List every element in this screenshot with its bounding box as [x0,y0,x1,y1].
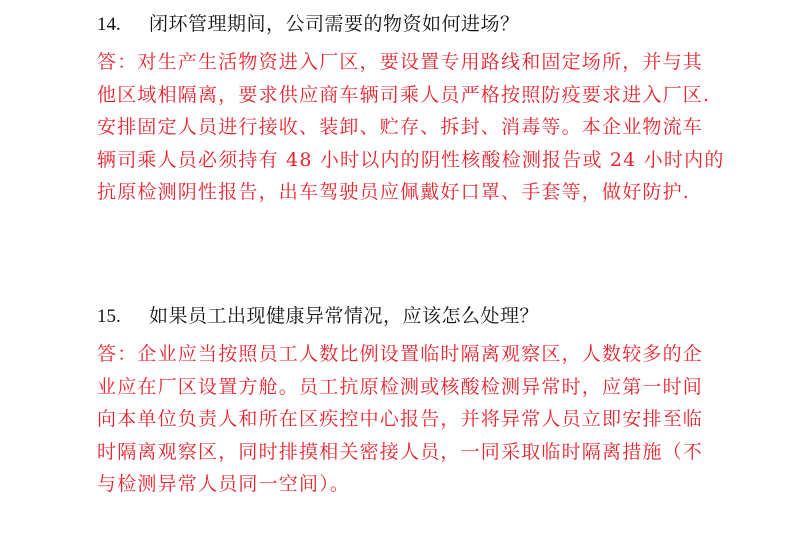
answer-paragraph [97,338,717,501]
question-heading [97,8,717,40]
question-number: 15. [97,306,121,327]
answer-line: 抗原检测阴性报告，出车驾驶员应佩戴好口罩、手套等，做好防护. [97,181,691,203]
answer-line: 他区域相隔离，要求供应商车辆司乘人员严格按照防疫要求进入厂区. [97,83,711,106]
answer-line: 与检测异常人员同一空间）。 [97,473,351,495]
answer-line: 业应在厂区设置方舱。员工抗原检测或核酸检测异常时，应第一时间 [97,375,704,398]
question-number: 14. [97,14,121,35]
question-text: 如果员工出现健康异常情况，应该怎么处理？ [149,305,540,327]
question-text: 闭环管理期间，公司需要的物资如何进场？ [149,13,520,35]
answer-line: 时隔离观察区，同时排摸相关密接人员，一同采取临时隔离措施（不 [97,440,704,463]
answer-line: 答：企业应当按照员工人数比例设置临时隔离观察区，人数较多的企 [97,343,704,365]
answer-paragraph [97,46,725,209]
qa-item-15 [97,300,717,501]
question-heading [97,300,717,332]
answer-line: 安排固定人员进行接收、装卸、贮存、拆封、消毒等。本企业物流车 [97,116,704,138]
answer-line: 答：对生产生活物资进入厂区，要设置专用路线和固定场所，并与其 [97,51,704,73]
answer-line: 向本单位负责人和所在区疾控中心报告，并将异常人员立即安排至临 [97,408,704,430]
qa-item-14 [97,8,725,209]
answer-line: 辆司乘人员必须持有 48 小时以内的阴性核酸检测报告或 24 小时内的 [97,148,725,171]
